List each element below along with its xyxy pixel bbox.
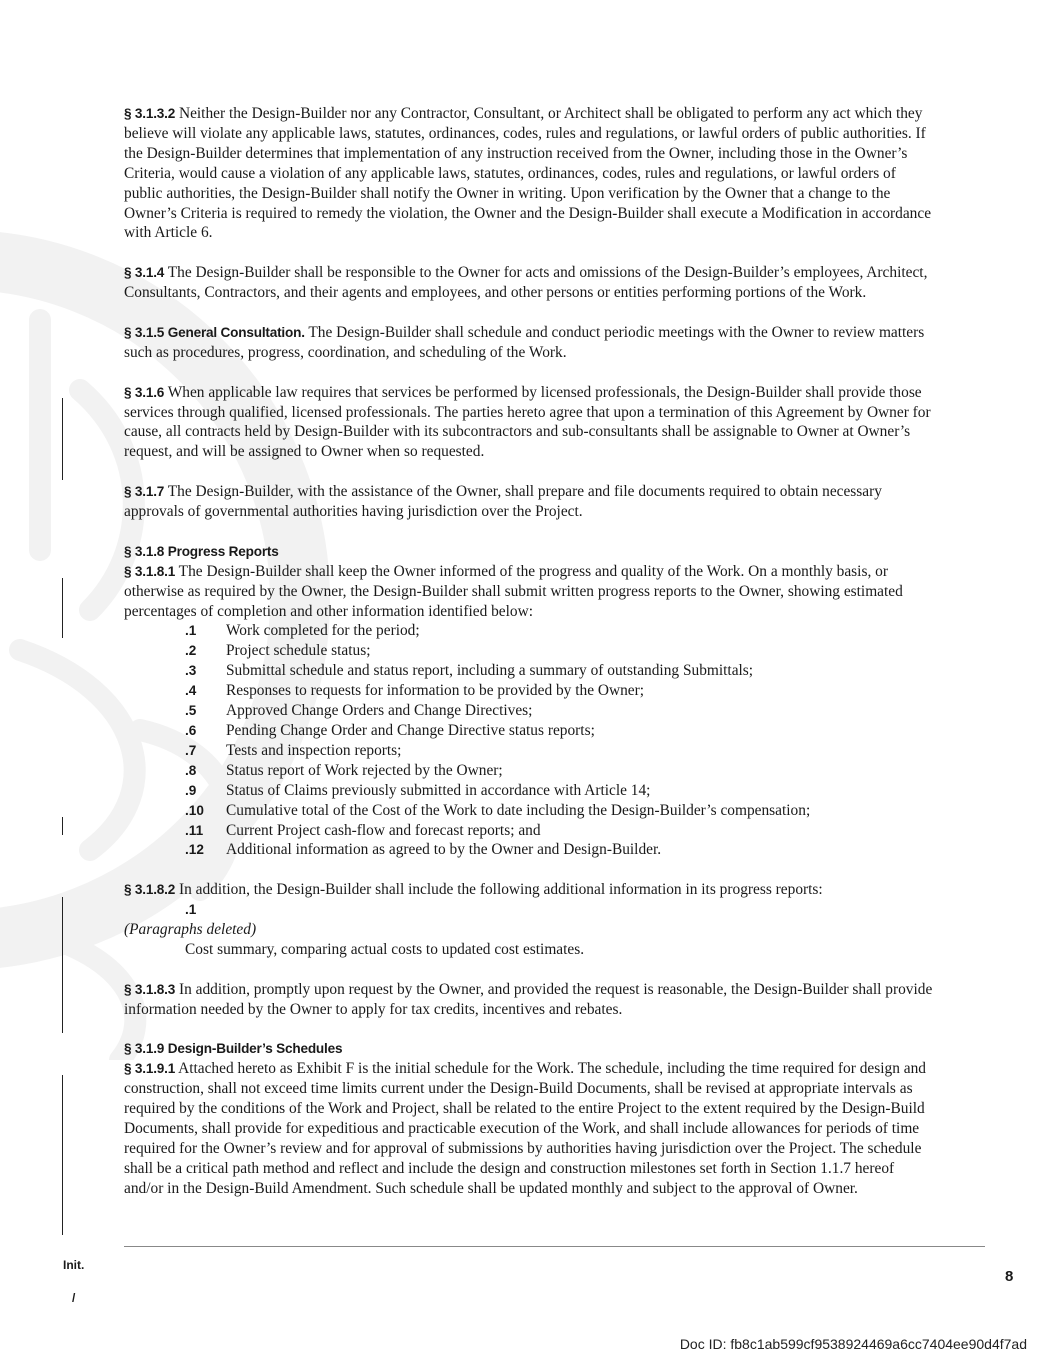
- paragraph-text: The Design-Builder shall schedule and conduct periodic meetings with the Owner to review matters such as procedures, progress, coordination, and scheduling of the Work.: [124, 323, 925, 361]
- paragraph-3-1-8-1: [124, 562, 936, 622]
- list-item: [124, 900, 936, 920]
- section-label: § 3.1.8.2: [124, 882, 176, 898]
- document-body: [124, 104, 936, 1199]
- list-item-number: .4: [185, 683, 197, 699]
- list-item-text: Status of Claims previously submitted in accordance with Article 14;: [226, 781, 651, 799]
- section-label: § 3.1.5 General Consultation.: [124, 324, 305, 340]
- list-item-number: .2: [185, 643, 197, 659]
- paragraph-text: The Design-Builder, with the assistance of the Owner, shall prepare and file documents required to obtain necessary approvals of governmental authorities having jurisdiction over the Project.: [124, 483, 882, 521]
- list-item-text: Work completed for the period;: [226, 622, 420, 640]
- progress-report-list: [124, 621, 936, 860]
- list-item-text: Approved Change Orders and Change Directives;: [226, 702, 533, 720]
- list-item-text: Project schedule status;: [226, 642, 371, 660]
- list-item-number: .1: [185, 902, 197, 918]
- footer-rule: [124, 1246, 985, 1247]
- paragraph-3-1-8-3: [124, 980, 936, 1020]
- list-item-text: Tests and inspection reports;: [226, 741, 402, 759]
- list-item: [124, 681, 936, 701]
- change-bar: [62, 398, 63, 480]
- list-item-number: .9: [185, 782, 197, 798]
- section-label: § 3.1.9.1: [124, 1061, 176, 1077]
- list-item: [124, 840, 936, 860]
- paragraph-3-1-4: [124, 263, 936, 303]
- list-item-text: Additional information as agreed to by the Owner and Design-Builder.: [226, 841, 662, 859]
- list-item-text: Responses to requests for information to be provided by the Owner;: [226, 682, 645, 700]
- list-item: [124, 721, 936, 741]
- list-item: [124, 741, 936, 761]
- initials-slash: /: [72, 1291, 76, 1305]
- list-item: [124, 781, 936, 801]
- section-label: § 3.1.8.1: [124, 563, 176, 579]
- list-item-text: Pending Change Order and Change Directive status reports;: [226, 722, 595, 740]
- paragraph-3-1-7: [124, 482, 936, 522]
- page-number: 8: [1005, 1268, 1014, 1285]
- initials-label: Init.: [63, 1258, 85, 1272]
- paragraph-text: The Design-Builder shall keep the Owner informed of the progress and quality of the Work. On a monthly basis, or otherwise as required by the Owner, the Design-Builder shall submit written progress reports to the Owner, showing estimated percentages of completion and other information identified below:: [124, 562, 903, 620]
- list-item-number: .10: [185, 802, 204, 818]
- deleted-paragraphs-note: (Paragraphs deleted): [124, 921, 257, 939]
- paragraph-3-1-3-2: [124, 104, 936, 243]
- section-label: § 3.1.7: [124, 484, 165, 500]
- list-item-text: Status report of Work rejected by the Owner;: [226, 761, 503, 779]
- list-item: [124, 641, 936, 661]
- heading-design-builders-schedules: § 3.1.9 Design-Builder’s Schedules: [124, 1041, 343, 1057]
- change-bar: [62, 1075, 63, 1235]
- list-item-text: Cost summary, comparing actual costs to updated cost estimates.: [185, 940, 585, 958]
- paragraph-3-1-9-1: [124, 1059, 936, 1198]
- list-item: [124, 701, 936, 721]
- list-item-text: Cumulative total of the Cost of the Work to date including the Design-Builder’s compensation;: [226, 801, 811, 819]
- paragraph-text: The Design-Builder shall be responsible to the Owner for acts and omissions of the Design-Builder’s employees, Architect, Consultants, Contractors, and their agents and employees, and other persons or entities performing portions of the Work.: [124, 264, 928, 302]
- list-item: [124, 821, 936, 841]
- list-item-number: .7: [185, 742, 197, 758]
- list-item-number: .12: [185, 842, 204, 858]
- paragraph-3-1-8-2: [124, 880, 936, 900]
- list-item: [124, 621, 936, 641]
- heading-progress-reports: § 3.1.8 Progress Reports: [124, 543, 279, 559]
- paragraph-3-1-5: [124, 323, 936, 363]
- change-bar: [62, 897, 63, 1033]
- paragraph-text: When applicable law requires that services be performed by licensed professionals, the Design-Builder shall provide those services through qualified, licensed professionals. The parties hereto agree that upon a termination of this Agreement by Owner for cause, all contracts held by Design-Builder with its subcontractors and sub-consultants shall be assignable to Owner at Owner’s request, and will be assigned to Owner when so requested.: [124, 383, 931, 461]
- section-label: § 3.1.8.3: [124, 981, 176, 997]
- list-item: [124, 661, 936, 681]
- list-item-number: .11: [185, 822, 204, 838]
- change-bar: [62, 817, 63, 835]
- list-item: [124, 801, 936, 821]
- paragraph-text: Neither the Design-Builder nor any Contractor, Consultant, or Architect shall be obligated to perform any act which they believe will violate any applicable laws, statutes, ordinances, codes, rules and regulations, or lawful orders of public authorities. If the Design-Builder determines that implementation of any instruction received from the Owner, including those in the Owner’s Criteria, would cause a violation of any applicable laws, statutes, ordinances, codes, rules and regulations, or lawful orders of public authorities, the Design-Builder shall notify the Owner in writing. Upon verification by the Owner that a change to the Owner’s Criteria is required to remedy the violation, the Owner and the Design-Builder shall execute a Modification in accordance with Article 6.: [124, 105, 932, 242]
- list-item-number: .6: [185, 723, 197, 739]
- document-id: Doc ID: fb8c1ab599cf9538924469a6cc7404ee90d4f7ad: [679, 1336, 1027, 1352]
- list-item: [124, 761, 936, 781]
- list-item-number: .8: [185, 762, 197, 778]
- paragraph-text: In addition, the Design-Builder shall include the following additional information in its progress reports:: [175, 881, 823, 899]
- list-item-number: .1: [185, 623, 197, 639]
- list-item-number: .5: [185, 703, 197, 719]
- paragraph-3-1-6: [124, 383, 936, 463]
- section-label: § 3.1.3.2: [124, 106, 176, 121]
- paragraph-text: Attached hereto as Exhibit F is the initial schedule for the Work. The schedule, including the time required for design and construction, shall not exceed time limits current under the Design-Build Documents, shall be revised at appropriate intervals as required by the conditions of the Work and Project, shall be related to the entire Project to the extent required by the Design-Build Documents, shall provide for expeditious and practicable execution of the Work, and shall include allowances for periods of time required for the Owner’s review and for approval of submissions by authorities having jurisdiction over the Project. The schedule shall be a critical path method and reflect and include the design and construction milestones set forth in Section 1.1.7 hereof and/or in the Design-Build Amendment. Such schedule shall be updated monthly and subject to the approval of Owner.: [124, 1060, 926, 1197]
- section-label: § 3.1.6: [124, 384, 165, 400]
- list-item-number: .3: [185, 663, 197, 679]
- list-item-text: Submittal schedule and status report, including a summary of outstanding Submittals;: [226, 662, 754, 680]
- section-label: § 3.1.4: [124, 265, 165, 281]
- list-item-text: Current Project cash-flow and forecast reports; and: [226, 821, 541, 839]
- paragraph-text: In addition, promptly upon request by the Owner, and provided the request is reasonable, the Design-Builder shall provide information needed by the Owner to apply for tax credits, incentives and rebates.: [124, 980, 933, 1018]
- change-bar: [62, 578, 63, 638]
